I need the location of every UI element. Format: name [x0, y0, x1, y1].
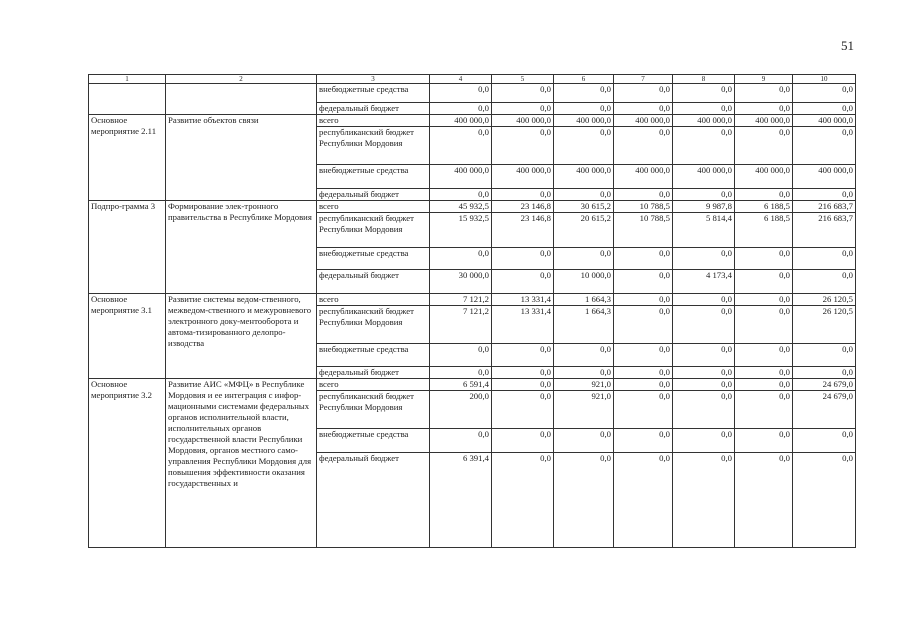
funding-source-cell: внебюджетные средства	[317, 429, 430, 453]
page-number: 51	[841, 38, 854, 53]
amount-cell: 400 000,0	[554, 165, 614, 189]
amount-cell: 7 121,2	[430, 306, 492, 344]
amount-cell: 0,0	[793, 127, 856, 165]
amount-cell: 0,0	[430, 367, 492, 379]
amount-cell: 10 788,5	[614, 201, 673, 213]
amount-cell: 0,0	[793, 270, 856, 294]
amount-cell: 0,0	[430, 344, 492, 367]
amount-cell: 0,0	[492, 127, 554, 165]
amount-cell: 5 814,4	[673, 213, 735, 248]
amount-cell: 0,0	[492, 270, 554, 294]
amount-cell: 0,0	[614, 453, 673, 548]
column-number-row	[89, 75, 856, 84]
column-number: 3	[317, 75, 430, 84]
amount-cell: 0,0	[430, 429, 492, 453]
amount-cell: 0,0	[614, 103, 673, 115]
column-number: 6	[554, 75, 614, 84]
amount-cell: 0,0	[793, 344, 856, 367]
amount-cell: 0,0	[492, 367, 554, 379]
amount-cell: 30 000,0	[430, 270, 492, 294]
column-number: 9	[735, 75, 793, 84]
amount-cell: 400 000,0	[735, 165, 793, 189]
amount-cell: 0,0	[735, 84, 793, 103]
amount-cell: 0,0	[554, 103, 614, 115]
amount-cell: 0,0	[735, 367, 793, 379]
amount-cell: 400 000,0	[673, 115, 735, 127]
amount-cell: 0,0	[735, 429, 793, 453]
amount-cell: 0,0	[554, 248, 614, 270]
amount-cell: 0,0	[673, 391, 735, 429]
amount-cell: 0,0	[614, 429, 673, 453]
amount-cell: 26 120,5	[793, 306, 856, 344]
activity-code-cell: Основное мероприятие 2.11	[89, 115, 166, 201]
amount-cell: 0,0	[735, 248, 793, 270]
amount-cell: 0,0	[492, 103, 554, 115]
amount-cell: 0,0	[614, 270, 673, 294]
activity-code-cell	[89, 84, 166, 115]
table-row	[89, 294, 856, 306]
amount-cell: 0,0	[614, 367, 673, 379]
column-number: 10	[793, 75, 856, 84]
amount-cell: 0,0	[673, 344, 735, 367]
amount-cell: 0,0	[673, 379, 735, 391]
amount-cell: 0,0	[793, 248, 856, 270]
funding-source-cell: республиканский бюджет Республики Мордовия	[317, 213, 430, 248]
amount-cell: 0,0	[492, 429, 554, 453]
amount-cell: 13 331,4	[492, 294, 554, 306]
amount-cell: 0,0	[673, 103, 735, 115]
amount-cell: 0,0	[673, 453, 735, 548]
amount-cell: 0,0	[793, 367, 856, 379]
amount-cell: 4 173,4	[673, 270, 735, 294]
amount-cell: 0,0	[554, 127, 614, 165]
funding-source-cell: внебюджетные средства	[317, 344, 430, 367]
amount-cell: 400 000,0	[793, 115, 856, 127]
amount-cell: 0,0	[735, 391, 793, 429]
amount-cell: 0,0	[614, 248, 673, 270]
amount-cell: 0,0	[554, 189, 614, 201]
amount-cell: 0,0	[430, 127, 492, 165]
amount-cell: 26 120,5	[793, 294, 856, 306]
activity-name-cell: Развитие АИС «МФЦ» в Республике Мордовия и ее интеграция с инфор-мационными системами федеральных органов исполнительной власти, исполнительных органов государственной власти Республики Мордовия, органов местного само-управления Республики Мордовия для повышения эффективности оказания государственных и	[166, 379, 317, 548]
activity-name-cell	[166, 84, 317, 115]
funding-source-cell: всего	[317, 115, 430, 127]
amount-cell: 0,0	[492, 344, 554, 367]
amount-cell: 0,0	[492, 189, 554, 201]
amount-cell: 0,0	[735, 306, 793, 344]
amount-cell: 0,0	[735, 379, 793, 391]
column-number: 8	[673, 75, 735, 84]
activity-name-cell: Развитие объектов связи	[166, 115, 317, 201]
table-row	[89, 201, 856, 213]
amount-cell: 0,0	[673, 367, 735, 379]
amount-cell: 6 391,4	[430, 453, 492, 548]
funding-source-cell: федеральный бюджет	[317, 270, 430, 294]
amount-cell: 6 188,5	[735, 201, 793, 213]
funding-source-cell: всего	[317, 379, 430, 391]
amount-cell: 400 000,0	[614, 165, 673, 189]
amount-cell: 0,0	[735, 453, 793, 548]
amount-cell: 30 615,2	[554, 201, 614, 213]
amount-cell: 1 664,3	[554, 306, 614, 344]
amount-cell: 400 000,0	[430, 165, 492, 189]
amount-cell: 23 146,8	[492, 213, 554, 248]
amount-cell: 24 679,0	[793, 391, 856, 429]
amount-cell: 400 000,0	[430, 115, 492, 127]
amount-cell: 0,0	[673, 84, 735, 103]
amount-cell: 0,0	[793, 429, 856, 453]
amount-cell: 0,0	[614, 344, 673, 367]
amount-cell: 0,0	[735, 189, 793, 201]
amount-cell: 0,0	[793, 453, 856, 548]
amount-cell: 0,0	[554, 84, 614, 103]
amount-cell: 0,0	[793, 189, 856, 201]
amount-cell: 0,0	[614, 306, 673, 344]
amount-cell: 9 987,8	[673, 201, 735, 213]
funding-source-cell: республиканский бюджет Республики Мордовия	[317, 391, 430, 429]
amount-cell: 0,0	[554, 367, 614, 379]
amount-cell: 0,0	[554, 344, 614, 367]
table-row	[89, 379, 856, 391]
budget-table	[88, 74, 856, 548]
amount-cell: 10 788,5	[614, 213, 673, 248]
activity-name-cell: Формирование элек-тронного правительства в Республике Мордовия	[166, 201, 317, 294]
amount-cell: 13 331,4	[492, 306, 554, 344]
amount-cell: 216 683,7	[793, 213, 856, 248]
amount-cell: 0,0	[673, 306, 735, 344]
amount-cell: 0,0	[492, 453, 554, 548]
amount-cell: 15 932,5	[430, 213, 492, 248]
amount-cell: 0,0	[793, 103, 856, 115]
column-number: 1	[89, 75, 166, 84]
activity-code-cell: Подпро-грамма 3	[89, 201, 166, 294]
amount-cell: 400 000,0	[614, 115, 673, 127]
amount-cell: 200,0	[430, 391, 492, 429]
activity-name-cell: Развитие системы ведом-ственного, межведом-ственного и межуровневого электронного доку-ментооборота и автома-тизированного делопро-изводства	[166, 294, 317, 379]
funding-source-cell: внебюджетные средства	[317, 84, 430, 103]
funding-source-cell: всего	[317, 294, 430, 306]
amount-cell: 6 188,5	[735, 213, 793, 248]
amount-cell: 0,0	[614, 127, 673, 165]
amount-cell: 0,0	[554, 429, 614, 453]
amount-cell: 6 591,4	[430, 379, 492, 391]
activity-code-cell: Основное мероприятие 3.2	[89, 379, 166, 548]
amount-cell: 0,0	[614, 189, 673, 201]
funding-source-cell: внебюджетные средства	[317, 165, 430, 189]
amount-cell: 23 146,8	[492, 201, 554, 213]
amount-cell: 0,0	[492, 248, 554, 270]
amount-cell: 0,0	[614, 391, 673, 429]
amount-cell: 921,0	[554, 379, 614, 391]
amount-cell: 216 683,7	[793, 201, 856, 213]
amount-cell: 400 000,0	[492, 115, 554, 127]
funding-source-cell: федеральный бюджет	[317, 103, 430, 115]
amount-cell: 0,0	[430, 248, 492, 270]
amount-cell: 0,0	[673, 429, 735, 453]
amount-cell: 0,0	[614, 379, 673, 391]
amount-cell: 0,0	[735, 344, 793, 367]
amount-cell: 0,0	[735, 127, 793, 165]
amount-cell: 400 000,0	[492, 165, 554, 189]
amount-cell: 20 615,2	[554, 213, 614, 248]
amount-cell: 0,0	[673, 189, 735, 201]
amount-cell: 400 000,0	[673, 165, 735, 189]
amount-cell: 921,0	[554, 391, 614, 429]
funding-source-cell: всего	[317, 201, 430, 213]
amount-cell: 0,0	[614, 294, 673, 306]
amount-cell: 400 000,0	[554, 115, 614, 127]
amount-cell: 10 000,0	[554, 270, 614, 294]
column-number: 5	[492, 75, 554, 84]
amount-cell: 24 679,0	[793, 379, 856, 391]
column-number: 4	[430, 75, 492, 84]
amount-cell: 0,0	[430, 103, 492, 115]
funding-source-cell: федеральный бюджет	[317, 189, 430, 201]
activity-code-cell: Основное мероприятие 3.1	[89, 294, 166, 379]
amount-cell: 0,0	[430, 84, 492, 103]
amount-cell: 0,0	[554, 453, 614, 548]
table-row	[89, 84, 856, 103]
amount-cell: 0,0	[492, 391, 554, 429]
amount-cell: 7 121,2	[430, 294, 492, 306]
amount-cell: 0,0	[614, 84, 673, 103]
amount-cell: 0,0	[492, 379, 554, 391]
amount-cell: 0,0	[492, 84, 554, 103]
amount-cell: 400 000,0	[793, 165, 856, 189]
column-number: 7	[614, 75, 673, 84]
amount-cell: 0,0	[735, 270, 793, 294]
funding-source-cell: республиканский бюджет Республики Мордовия	[317, 306, 430, 344]
amount-cell: 0,0	[673, 248, 735, 270]
funding-source-cell: федеральный бюджет	[317, 453, 430, 548]
amount-cell: 0,0	[673, 127, 735, 165]
funding-source-cell: внебюджетные средства	[317, 248, 430, 270]
amount-cell: 0,0	[735, 103, 793, 115]
funding-source-cell: республиканский бюджет Республики Мордовия	[317, 127, 430, 165]
amount-cell: 1 664,3	[554, 294, 614, 306]
table-row	[89, 115, 856, 127]
funding-source-cell: федеральный бюджет	[317, 367, 430, 379]
amount-cell: 400 000,0	[735, 115, 793, 127]
amount-cell: 45 932,5	[430, 201, 492, 213]
amount-cell: 0,0	[430, 189, 492, 201]
amount-cell: 0,0	[793, 84, 856, 103]
amount-cell: 0,0	[673, 294, 735, 306]
column-number: 2	[166, 75, 317, 84]
amount-cell: 0,0	[735, 294, 793, 306]
